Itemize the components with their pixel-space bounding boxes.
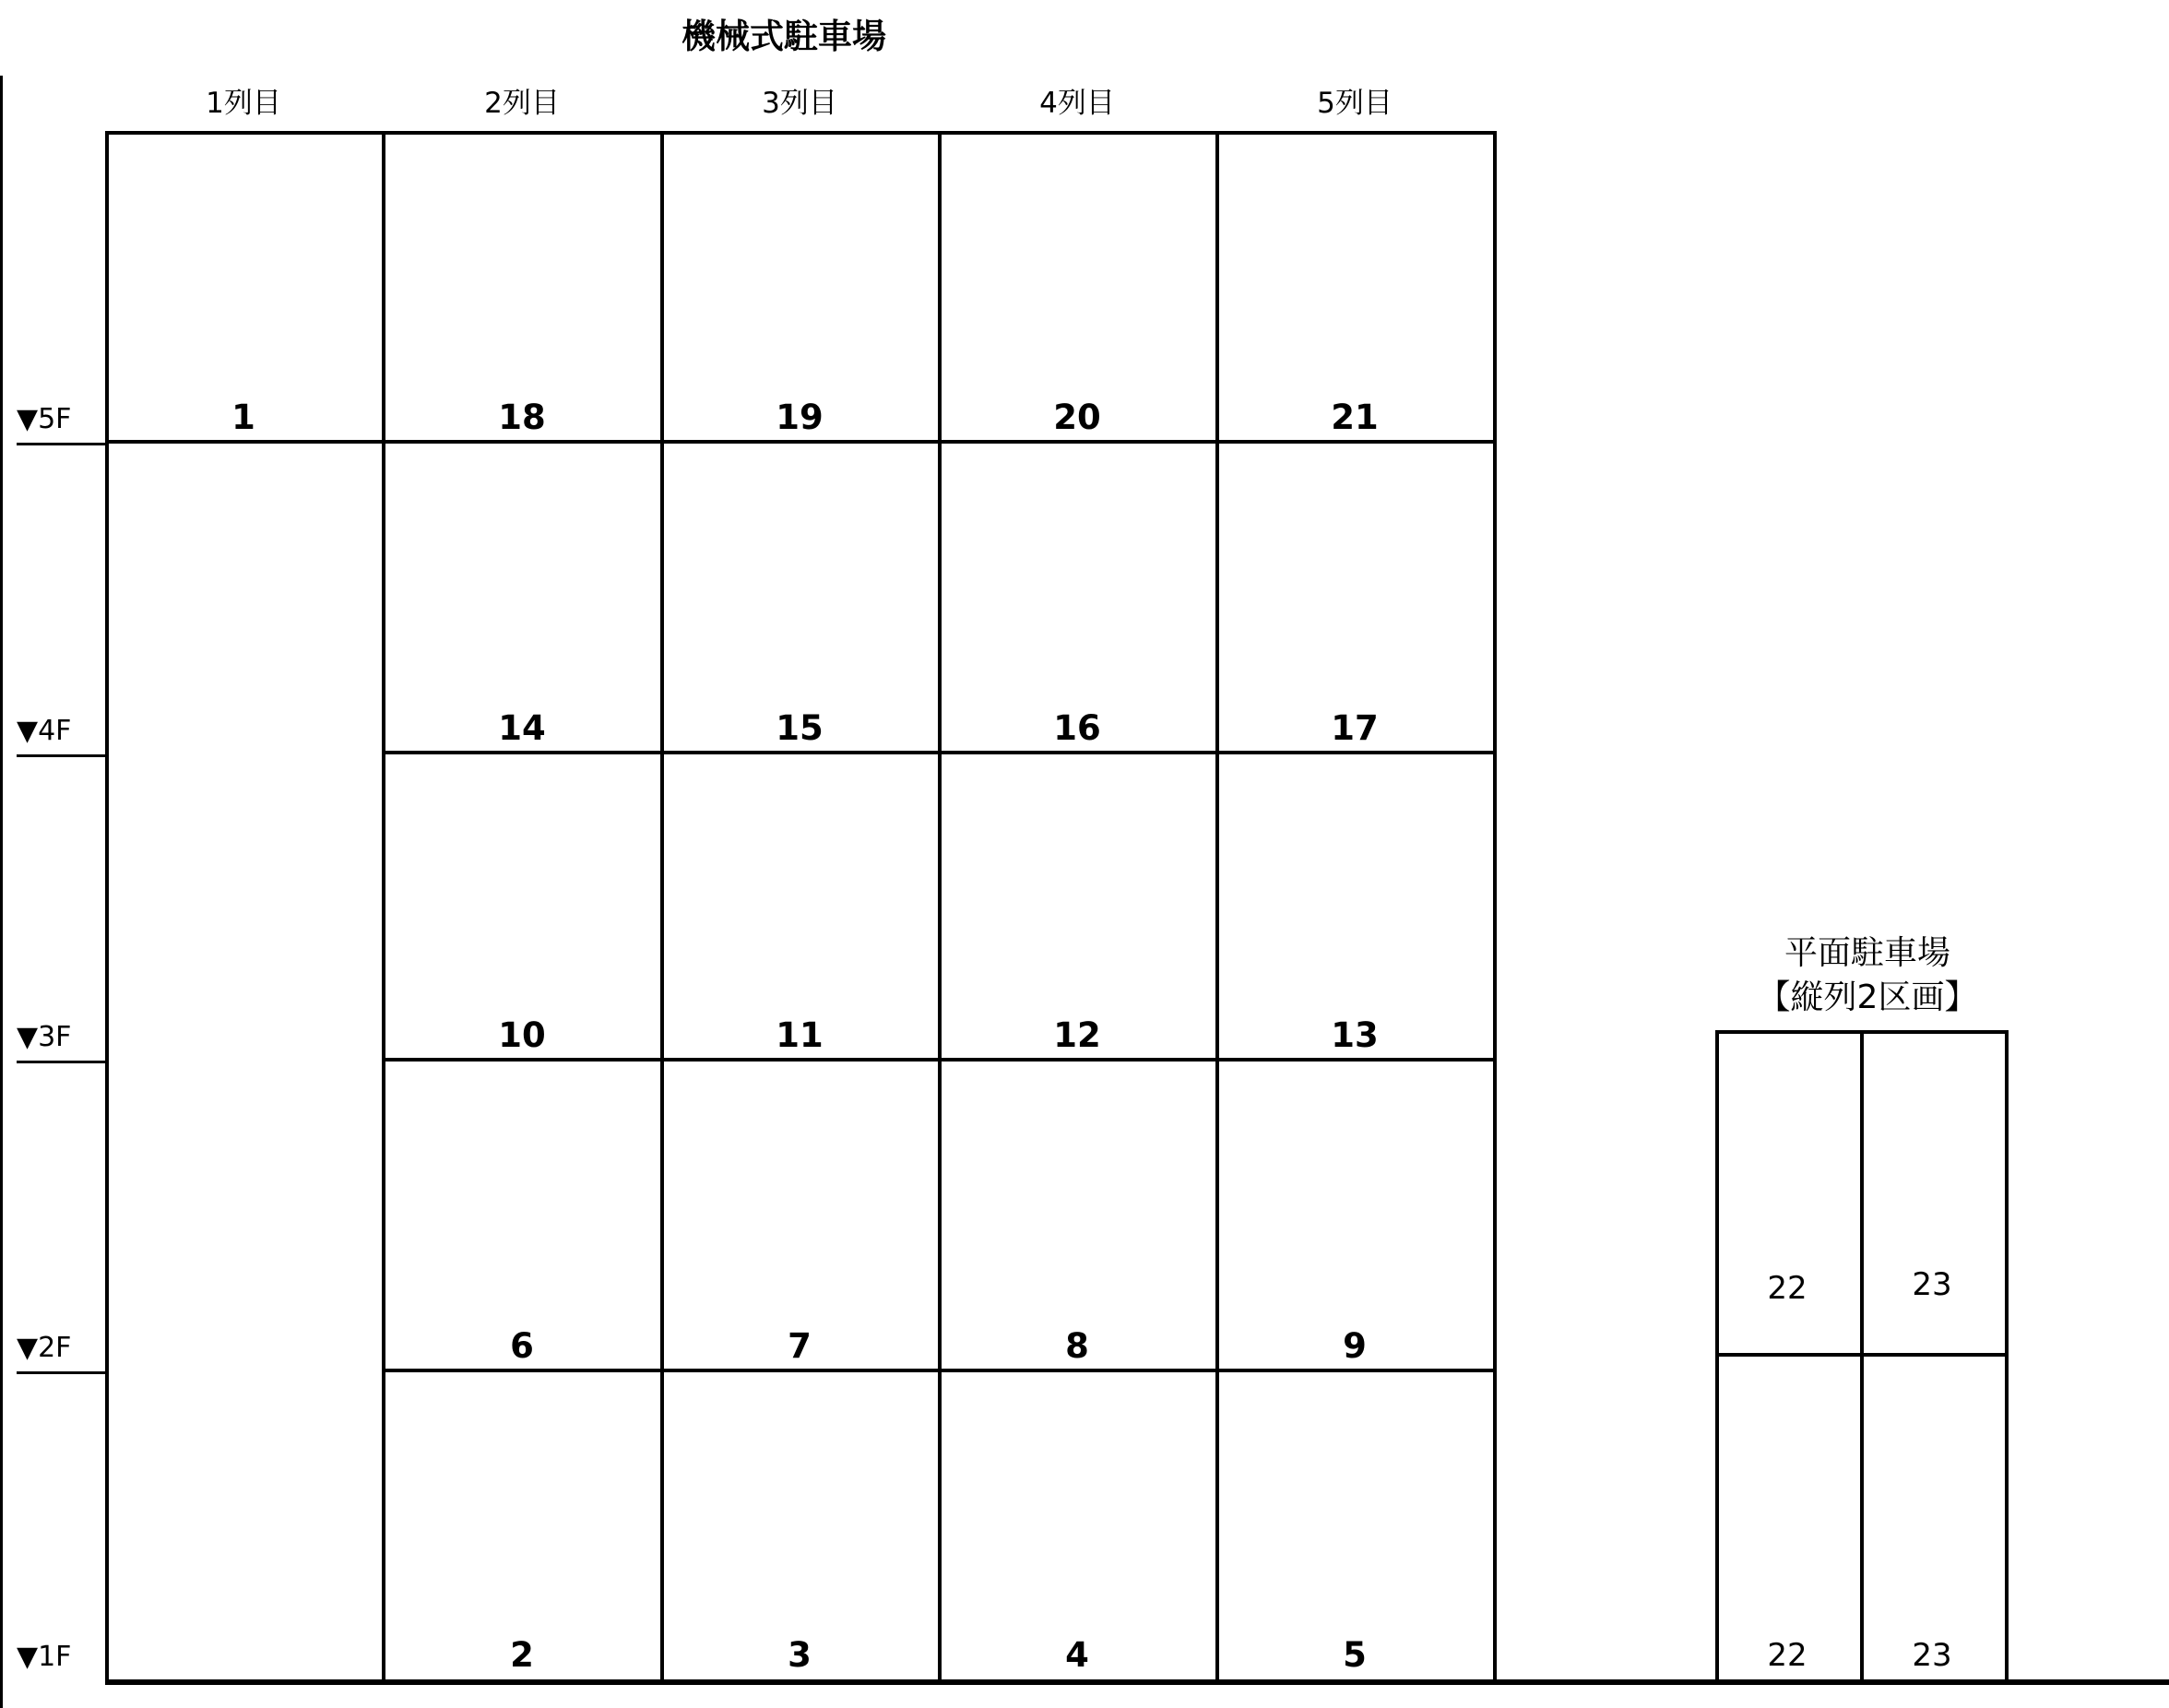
flat-parking-title <box>1725 931 2010 1024</box>
floor-label: 3F <box>38 1021 72 1053</box>
parking-slot-20: 20 <box>1053 397 1101 437</box>
parking-slot-3: 3 <box>788 1635 812 1675</box>
floor-marker-1f <box>17 1634 109 1680</box>
floor-marker-5f <box>17 397 109 443</box>
parking-slot-6: 6 <box>510 1326 534 1366</box>
column-header-2: 2列目 <box>484 87 560 120</box>
flat-slot-23-upper: 23 <box>1912 1266 1952 1303</box>
parking-slot-12: 12 <box>1053 1015 1101 1055</box>
parking-slot-9: 9 <box>1343 1326 1367 1366</box>
floor-label: 5F <box>38 403 72 435</box>
floor-label: 4F <box>38 715 72 747</box>
triangle-marker-icon: ▼ <box>17 1021 39 1053</box>
floor-tick-2f <box>17 1371 109 1374</box>
parking-slot-13: 13 <box>1331 1015 1379 1055</box>
parking-slot-8: 8 <box>1065 1326 1089 1366</box>
parking-slot-2: 2 <box>510 1635 534 1675</box>
flat-parking-divider-vertical <box>1860 1030 1864 1685</box>
parking-slot-15: 15 <box>776 708 824 748</box>
left-axis-line <box>0 76 3 1708</box>
parking-slot-21: 21 <box>1331 397 1379 437</box>
floor-tick-3f <box>17 1061 109 1063</box>
triangle-marker-icon: ▼ <box>17 1332 39 1364</box>
column-divider-4 <box>1215 131 1219 1683</box>
parking-slot-4: 4 <box>1065 1635 1089 1675</box>
parking-slot-5: 5 <box>1343 1635 1367 1675</box>
parking-slot-17: 17 <box>1331 708 1379 748</box>
column-header-1: 1列目 <box>206 87 281 120</box>
column-divider-3 <box>938 131 942 1683</box>
floor-label: 1F <box>38 1641 72 1673</box>
column-divider-1 <box>382 131 385 1683</box>
parking-slot-18: 18 <box>498 397 546 437</box>
column-header-3: 3列目 <box>762 87 837 120</box>
column-header-4: 4列目 <box>1039 87 1115 120</box>
floor-marker-3f <box>17 1014 109 1061</box>
triangle-marker-icon: ▼ <box>17 715 39 747</box>
floor-marker-2f <box>17 1325 109 1371</box>
parking-slot-16: 16 <box>1053 708 1101 748</box>
mechanical-parking-grid <box>105 131 1497 1683</box>
flat-slot-22-lower: 22 <box>1767 1637 1808 1674</box>
parking-slot-7: 7 <box>788 1326 812 1366</box>
parking-slot-19: 19 <box>776 397 824 437</box>
flat-parking-title-line2: 【縦列2区画】 <box>1757 979 1978 1016</box>
floor-tick-5f <box>17 443 109 445</box>
parking-slot-1: 1 <box>231 397 255 437</box>
flat-parking-divider-horizontal <box>1715 1353 2009 1357</box>
triangle-marker-icon: ▼ <box>17 403 39 435</box>
flat-slot-23-lower: 23 <box>1912 1637 1952 1674</box>
flat-parking-title-line1: 平面駐車場 <box>1784 934 1950 972</box>
parking-slot-10: 10 <box>498 1015 546 1055</box>
diagram-title: 機械式駐車場 <box>682 17 886 56</box>
floor-marker-4f <box>17 708 109 754</box>
floor-label: 2F <box>38 1332 72 1364</box>
column-divider-2 <box>660 131 664 1683</box>
parking-slot-14: 14 <box>498 708 546 748</box>
triangle-marker-icon: ▼ <box>17 1641 39 1673</box>
floor-tick-4f <box>17 754 109 757</box>
column-header-5: 5列目 <box>1317 87 1393 120</box>
flat-slot-22-upper: 22 <box>1767 1270 1808 1307</box>
parking-slot-11: 11 <box>776 1015 824 1055</box>
